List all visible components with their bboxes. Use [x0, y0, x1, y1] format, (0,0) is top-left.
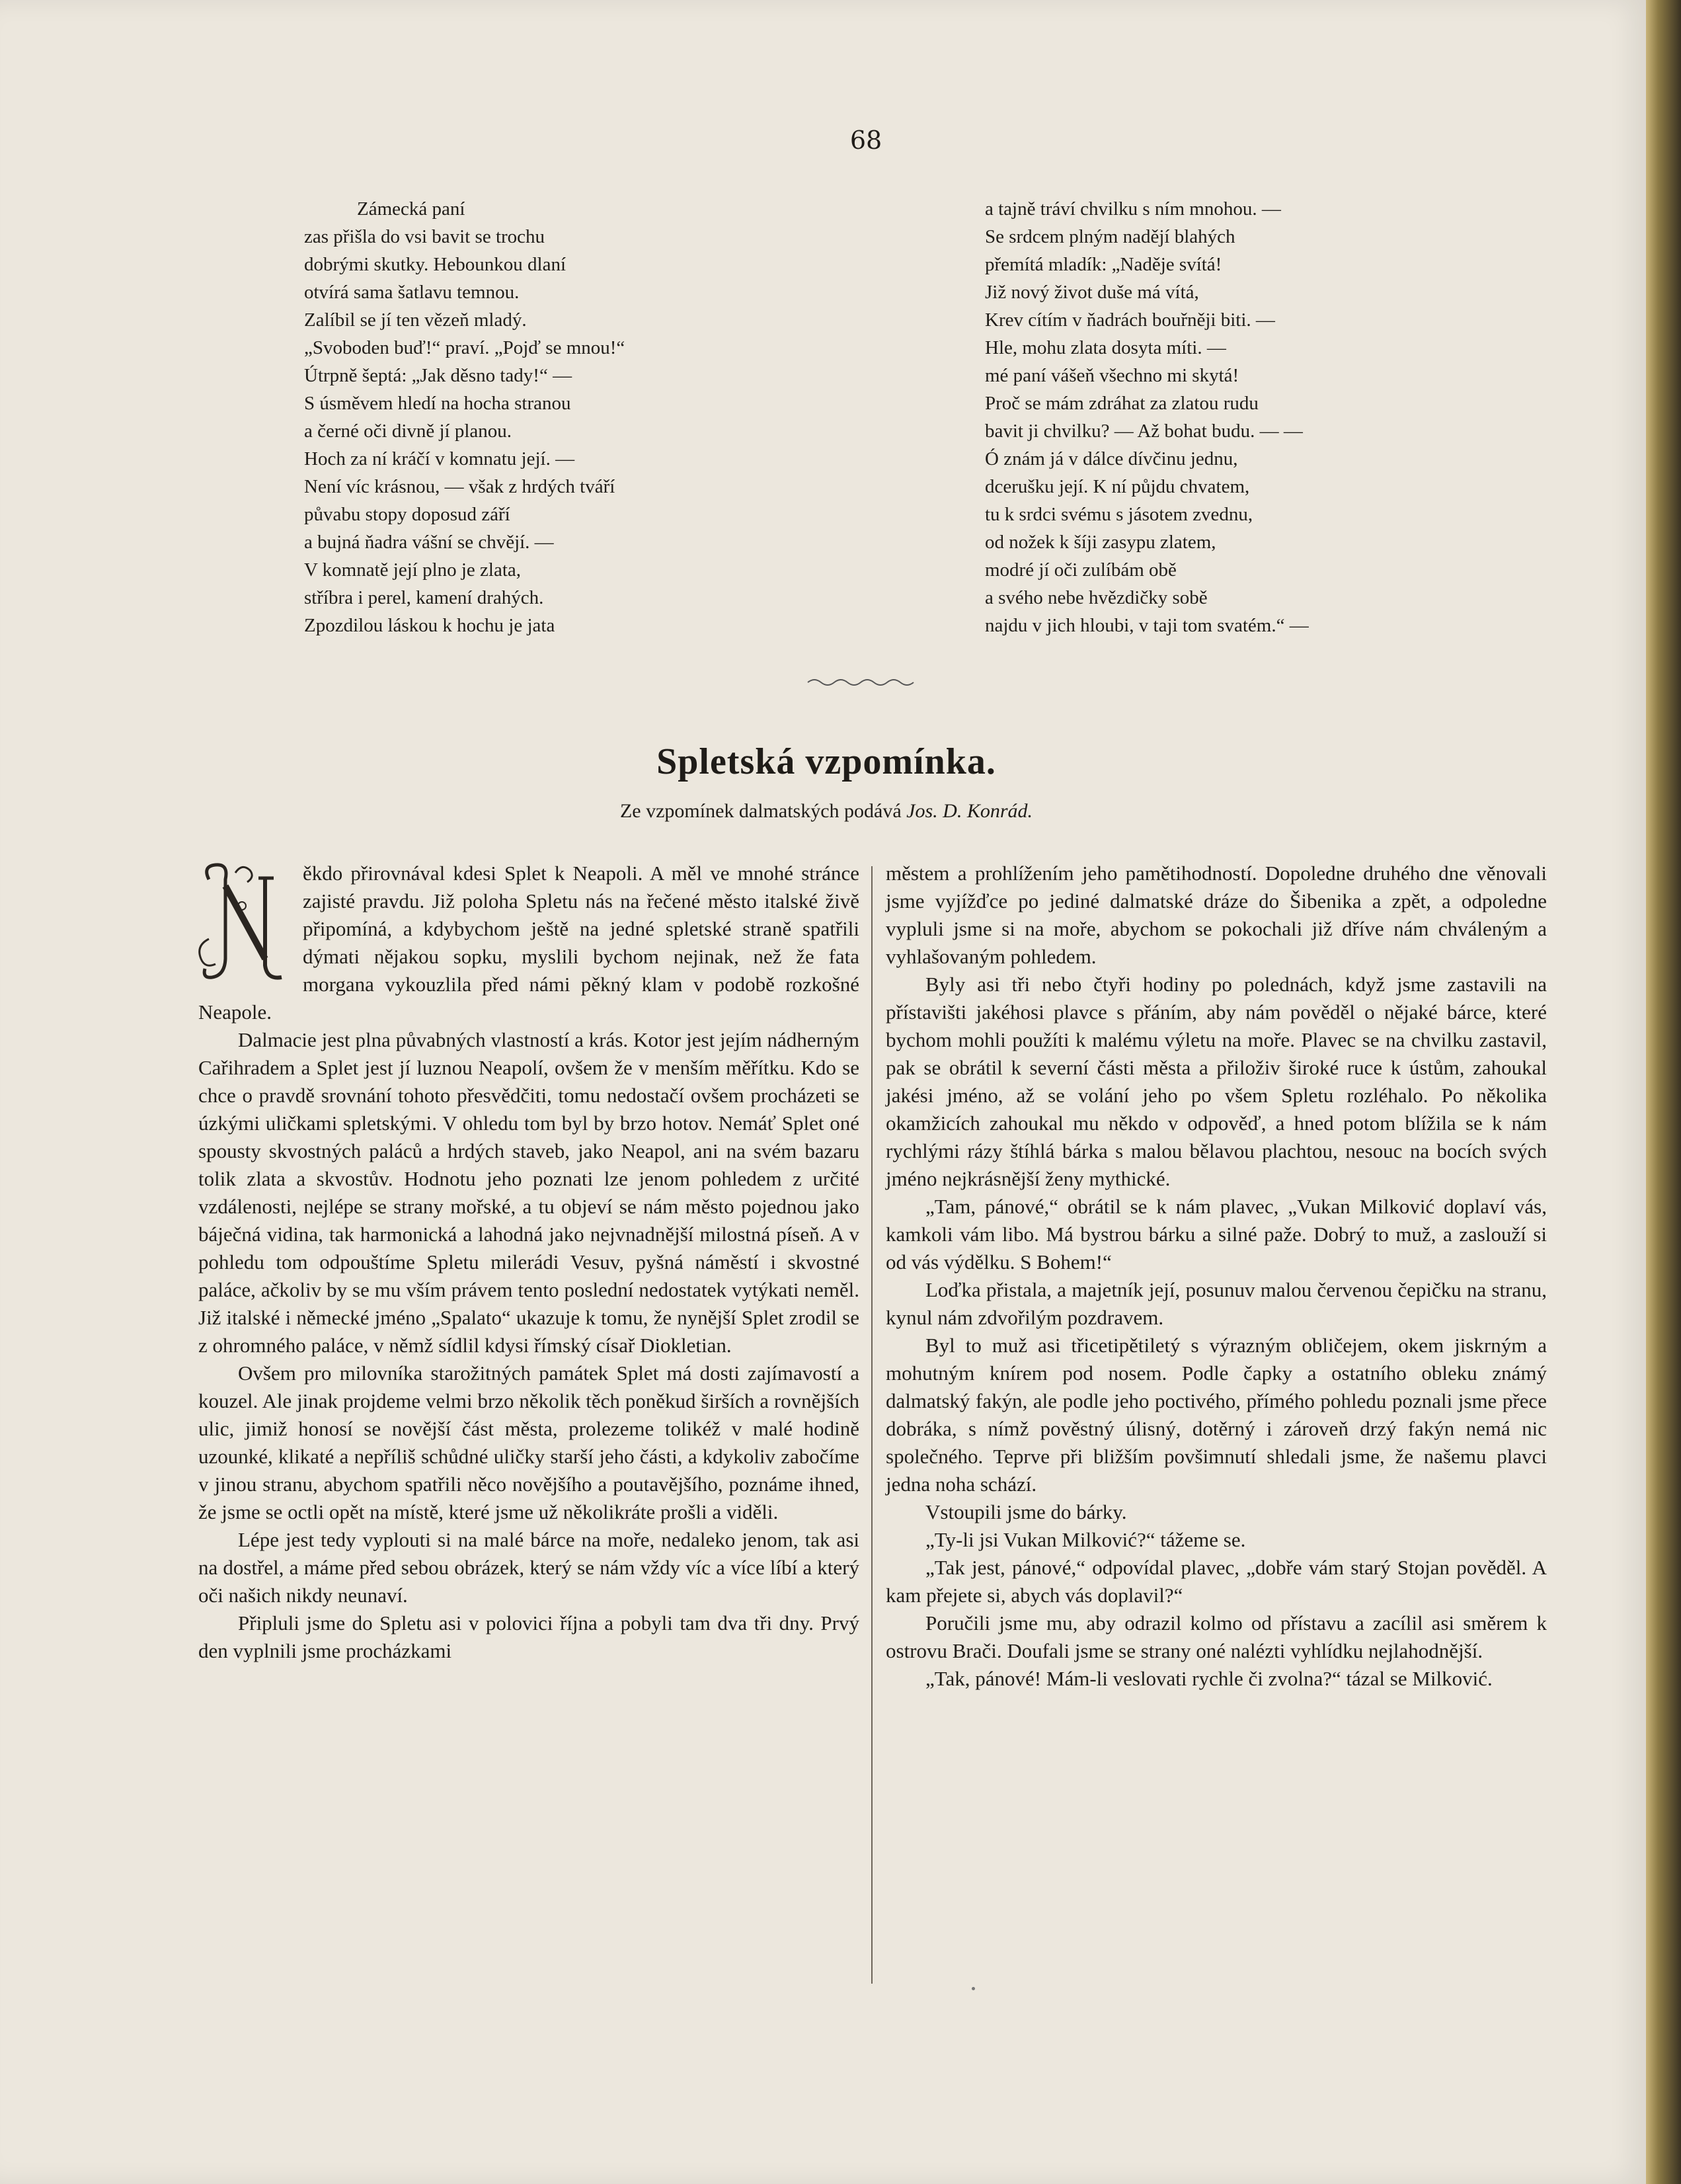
poem-line: a bujná ňadra vášní se chvějí. — [304, 532, 554, 553]
poem-line: Se srdcem plným nadějí blahých [985, 226, 1235, 247]
decorated-initial-n-icon [196, 860, 295, 985]
wavy-divider-ornament [806, 674, 919, 688]
poem-line: Krev cítím v ňadrách bouřněji biti. — [985, 309, 1275, 331]
poem-line: Zámecká paní [357, 198, 465, 220]
poem-line: Hle, mohu zlata dosyta míti. — [985, 337, 1226, 358]
poem-line: tu k srdci svému s jásotem zvednu, [985, 504, 1253, 525]
article-right-column [886, 860, 1547, 1693]
poem-line: Útrpně šeptá: „Jak děsno tady!“ — [304, 365, 572, 386]
article-paragraph: Připluli jsme do Spletu asi v polovici října a pobyli tam dva tři dny. Prvý den vyplnili jsme procházkami [198, 1611, 859, 1662]
poem-line: dcerušku její. K ní půjdu chvatem, [985, 476, 1250, 497]
poem-line: a černé oči divně jí planou. [304, 421, 512, 442]
poem-line: otvírá sama šatlavu temnou. [304, 282, 520, 303]
poem-line: a tajně tráví chvilku s ním mnohou. — [985, 198, 1281, 220]
article-paragraph: Poručili jsme mu, aby odrazil kolmo od přístavu a zacílil asi směrem k ostrovu Brači. Doufali jsme se strany oné nalézti vyhlídku nejlahodnější. [886, 1611, 1547, 1662]
article-paragraph: „Tam, pánové,“ obrátil se k nám plavec, „Vukan Milković doplaví vás, kamkoli vám libo. Má bystrou bárku a silné paže. Dobrý to muž, a zaslouží si od vás výdělku. S Bohem!“ [886, 1195, 1547, 1274]
poem-line: najdu v jich hloubi, v taji tom svatém.“ — [985, 615, 1309, 636]
article-paragraph: Dalmacie jest plna půvabných vlastností a krás. Kotor jest jejím nádherným Cařihradem a Splet jest jí luznou Neapolí, ovšem že v menším měřítku. Kdo se chce o pravdě srovnání tohoto přesvědčiti, tomu nedostačí ovšem procházeti se úzkými uličkami spletskými. V ohledu tom byl by brzo hotov. Nemáť Splet oné spousty skvostných paláců a hrdých staveb, jako Neapol, ani na svém bazaru tolik zlata a skvostův. Hodnotu jeho poznati lze jenom pohledem z určité vzdálenosti, nejlépe se strany mořské, a tu objeví se nám město pojednou jako báječná vidina, tak harmonická a lahodná jako nejvnadnější milostná píseň. A v pohledu tom odpouštíme Spletu milerádi Vesuv, pyšná náměstí i skvostné paláce, ačkoliv by se mu vším právem tento poslední nedostatek vytýkati neměl. Již italské i německé jméno „Spalato“ ukazuje k tomu, že nynější Splet zrodil se z ohromného paláce, v němž sídlil kdysi římský císař Diokletian. [198, 1028, 859, 1357]
poem-line: Již nový život duše má vítá, [985, 282, 1199, 303]
article-paragraph: „Tak jest, pánové,“ odpovídal plavec, „dobře vám starý Stojan pověděl. A kam přejete si, abych vás doplavil?“ [886, 1556, 1547, 1607]
column-divider-rule [871, 866, 873, 1984]
poem-right-column [985, 195, 1309, 639]
article-paragraph: Byl to muž asi třicetipětiletý s výrazným obličejem, okem jiskrným a mohutným knírem pod nosem. Podle čapky a ostatního obleku známý dalmatský fakýn, ale podle jeho poctivého, přímého pohledu poznali jsme přece dobráka, s nímž pověstný úlisný, dotěrný i zároveň drzý fakýn nemá nic společného. Teprve při bližším povšimnutí shledali jsme, že našemu plavci jedna noha schází. [886, 1334, 1547, 1496]
page-number: 68 [849, 126, 882, 155]
poem-line: přemítá mladík: „Naděje svítá! [985, 254, 1222, 275]
article-paragraph: Loďka přistala, a majetník její, posunuv malou červenou čepičku na stranu, kynul nám zdvořilým pozdravem. [886, 1278, 1547, 1329]
poem-left-column [304, 195, 625, 639]
page-speck [972, 1987, 975, 1990]
poem-line: Proč se mám zdráhat za zlatou rudu [985, 393, 1259, 414]
poem-line: Není víc krásnou, — však z hrdých tváří [304, 476, 615, 497]
article-paragraph: Ovšem pro milovníka starožitných památek Splet má dosti zajímavostí a kouzel. Ale jinak projdeme velmi brzo několik těch poněkud širších a rovnějších ulic, jimiž honosí se novější část města, prolezeme tolikéž v malé hodině uzounké, klikaté a nepříliš schůdné uličky starší jeho části, a kdykoliv zabočíme v jinou stranu, abychom spatřili něco novějšího a poutavějšího, poznáme ihned, že jsme se octli opět na místě, které jsme už několikráte prošli a viděli. [198, 1361, 859, 1523]
article-title: Spletská vzpomínka. [656, 741, 996, 782]
poem-line: a svého nebe hvězdičky sobě [985, 587, 1208, 608]
poem-line: stříbra i perel, kamení drahých. [304, 587, 544, 608]
article-byline [0, 800, 1653, 823]
article-paragraph: ěkdo přirovnával kdesi Splet k Neapoli. A měl ve mnohé stránce zajisté pravdu. Již poloha Spletu nás na řečené město italské živě připomíná, a kdybychom ještě na jedné spletské straně spatřili dýmati nějakou sopku, myslili bychom nejinak, než že fata morgana vykouzlila před námi pěkný klam v podobě rozkošné Neapole. [198, 862, 859, 1024]
byline-author: Jos. D. Konrád. [906, 800, 1033, 822]
article-left-column [198, 860, 859, 1665]
poem-line: Hoch za ní kráčí v komnatu její. — [304, 448, 575, 469]
article-paragraph: „Tak, pánové! Mám-li veslovati rychle či zvolna?“ tázal se Milković. [925, 1667, 1493, 1690]
poem-line: „Svoboden buď!“ praví. „Pojď se mnou!“ [304, 337, 625, 358]
poem-line: Ó znám já v dálce dívčinu jednu, [985, 448, 1238, 469]
poem-line: S úsměvem hledí na hocha stranou [304, 393, 571, 414]
poem-line: V komnatě její plno je zlata, [304, 559, 522, 581]
byline-prefix: Ze vzpomínek dalmatských podává [619, 800, 902, 822]
poem-line: půvabu stopy doposud září [304, 504, 510, 525]
article-paragraph: městem a prohlížením jeho pamětihodností. Dopoledne druhého dne věnovali jsme vyjížďce po jediné dalmatské dráze do Šibenika a zpět, a odpoledne vypluli jsme si na moře, abychom se pokochali již dříve nám chváleným a vyhlašovaným pohledem. [886, 862, 1547, 968]
article-paragraph: Vstoupili jsme do bárky. [925, 1500, 1127, 1523]
poem-line: mé paní vášeň všechno mi skytá! [985, 365, 1239, 386]
poem-line: Zpozdilou láskou k hochu je jata [304, 615, 555, 636]
book-edge [1646, 0, 1681, 2184]
poem-line: zas přišla do vsi bavit se trochu [304, 226, 545, 247]
article-paragraph: Byly asi tři nebo čtyři hodiny po polednách, když jsme zastavili na přístavišti jakéhosi plavce s přáním, aby nám pověděl o nějaké bárce, které bychom mohli použíti k malému výletu na moře. Plavec se na chvilku zastavil, pak se obrátil k severní části města a přiloživ široké ruce k ústům, zahoukal jakési jméno, až se volání jeho po všem Spletu rozléhalo. Po několika okamžicích zahoukal mu někdo v odpověď, a hned potom blížila se k nám rychlými rázy štíhlá bárka s malou bělavou plachtou, nesouc na bocích svých jméno nejkrásnější ženy mythické. [886, 973, 1547, 1190]
poem-line: dobrými skutky. Hebounkou dlaní [304, 254, 567, 275]
poem-line: modré jí oči zulíbám obě [985, 559, 1177, 581]
poem-line: Zalíbil se jí ten vězeň mladý. [304, 309, 527, 331]
article-paragraph: Lépe jest tedy vyplouti si na malé bárce na moře, nedaleko jenom, tak asi na dostřel, a máme před sebou obrázek, který se nám vždy víc a více líbí a který oči našich nikdy neunaví. [198, 1528, 859, 1607]
article-paragraph: „Ty-li jsi Vukan Milković?“ tážeme se. [925, 1528, 1246, 1551]
poem-line: bavit ji chvilku? — Až bohat budu. — — [985, 421, 1303, 442]
poem-line: od nožek k šíji zasypu zlatem, [985, 532, 1216, 553]
